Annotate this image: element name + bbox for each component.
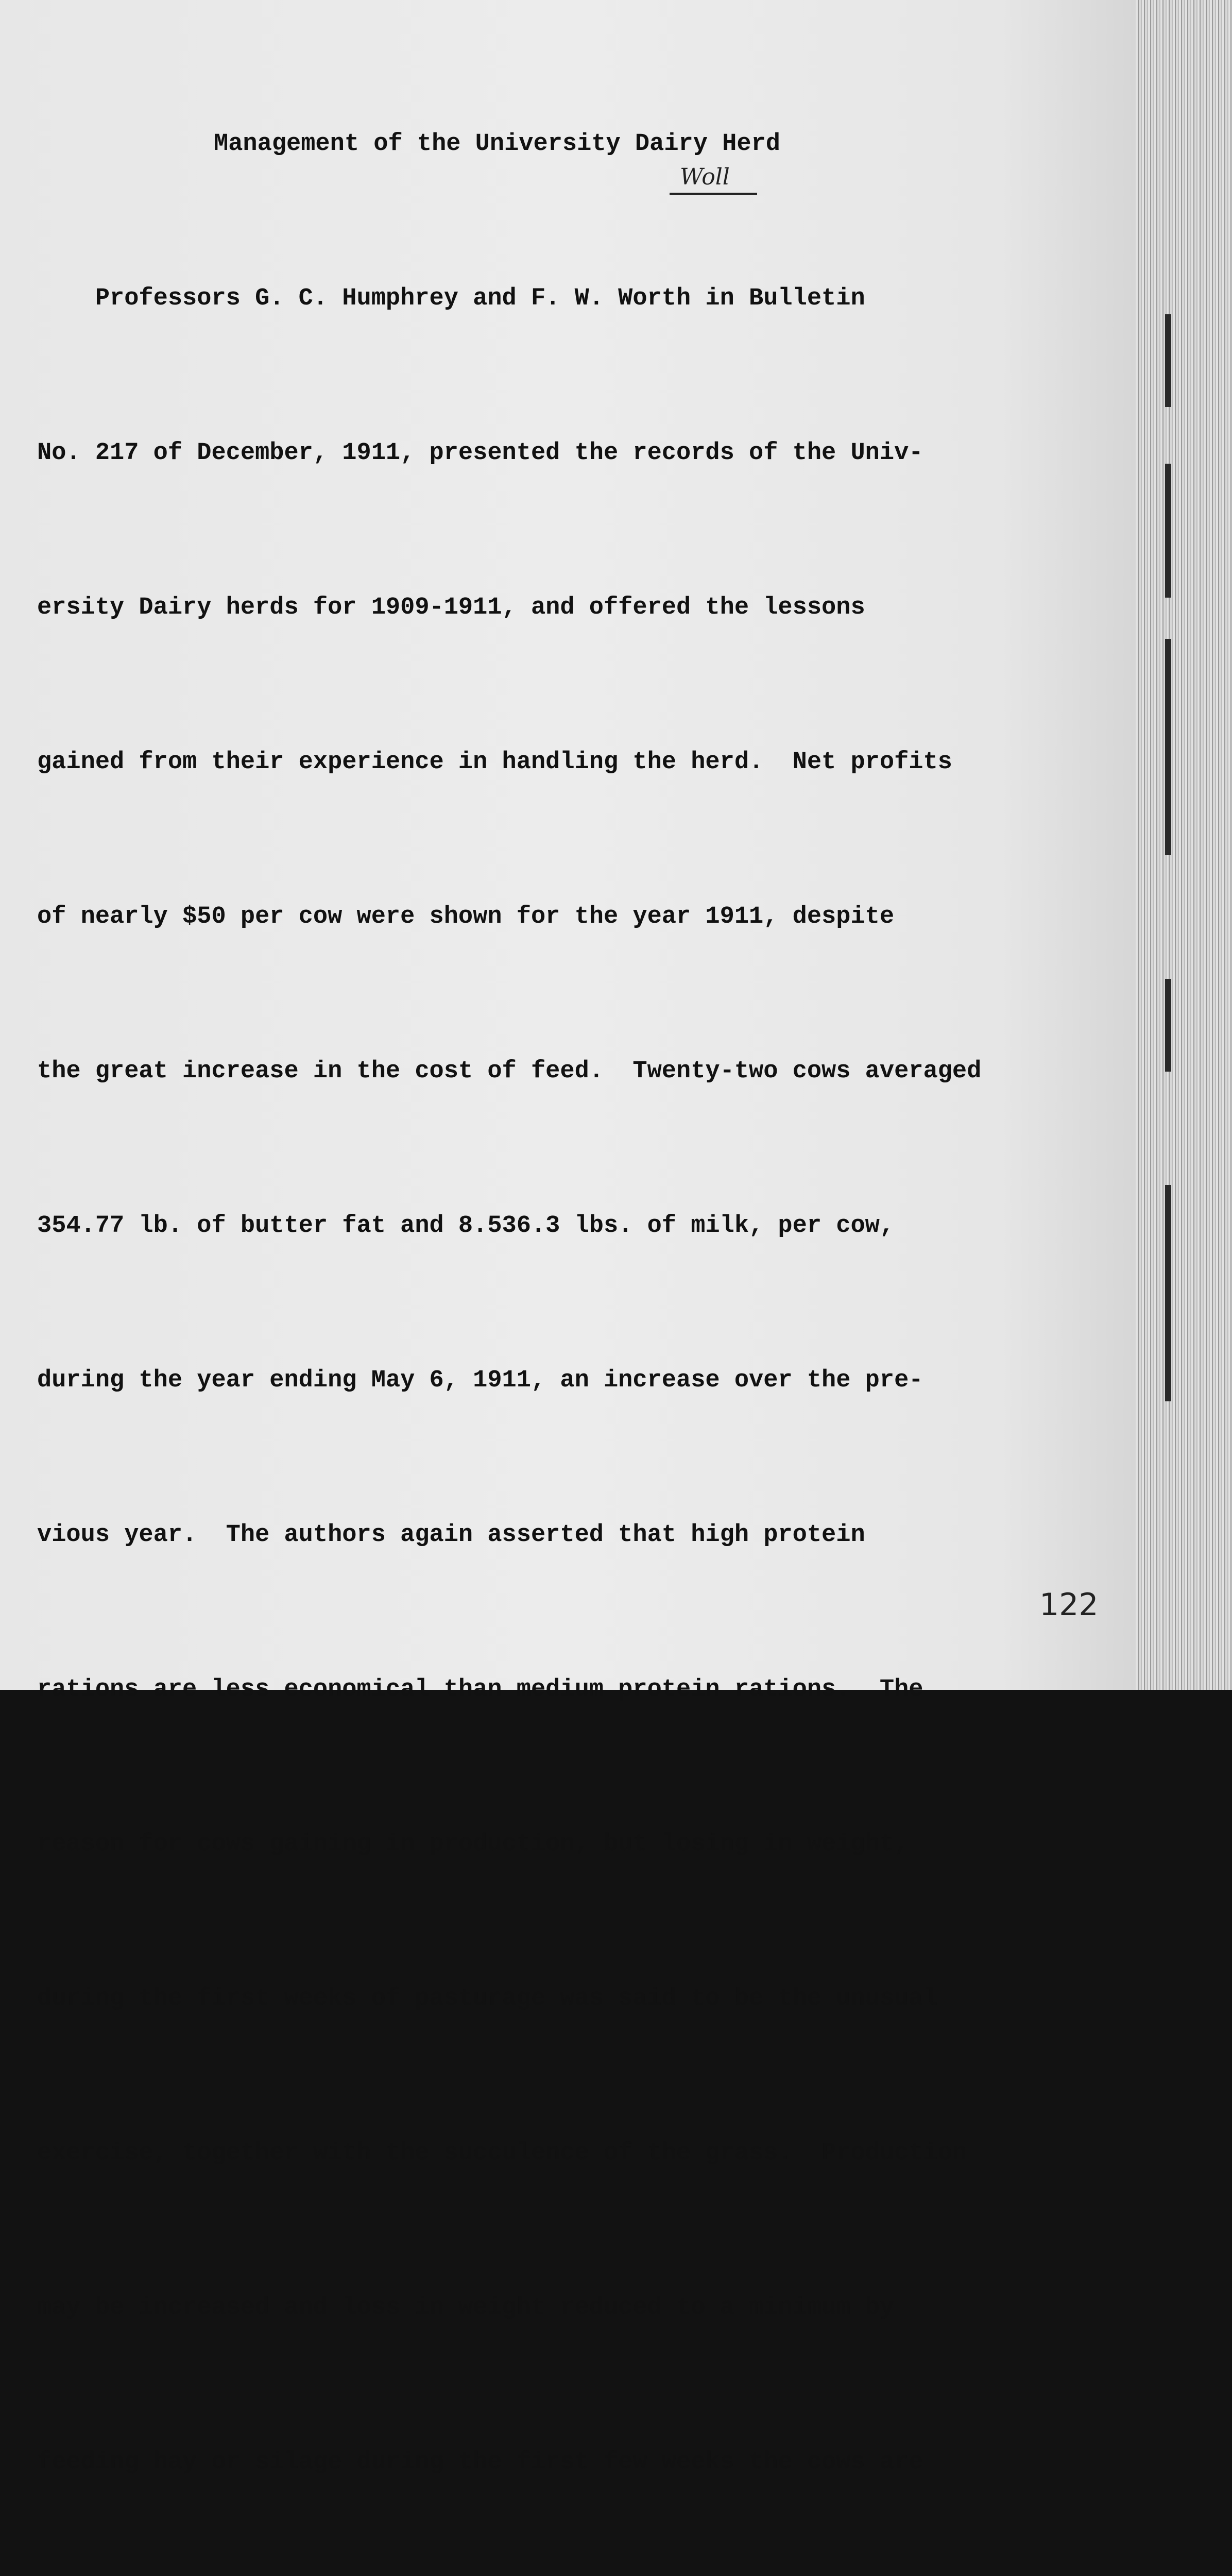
text-line: No. 217 of December, 1911, presented the records of the Univ- xyxy=(37,439,923,467)
text-line: during the year ending May 6, 1911, an increase over the pre- xyxy=(37,1367,923,1394)
book-page-edges xyxy=(1136,0,1232,1690)
text-line: may be increased and loss in weight reduced to a minimum by xyxy=(37,2294,895,2321)
edge-mark xyxy=(1165,979,1171,1072)
text-line: ersity Dairy herds for 1909-1911, and offered the lessons xyxy=(37,594,865,621)
text-line: of nearly $50 per cow were shown for the year 1911, despite xyxy=(37,903,895,930)
handwritten-correction: Woll xyxy=(680,164,730,190)
text-line: vious year. The authors again asserted that high protein xyxy=(37,1521,865,1549)
body-text xyxy=(37,170,1072,2576)
text-line: rations are less economical than medium protein rations. The xyxy=(37,1676,923,1703)
text-line: during the first weeks of pasturage was said to be the unusual xyxy=(37,1985,938,2012)
text-line: Professors G. C. Humphrey and F. W. Worth in Bulletin xyxy=(37,285,865,312)
text-line: 354.77 lb. of butter fat and 8.536.3 lbs. of milk, per cow, xyxy=(37,1212,895,1240)
edge-mark xyxy=(1165,1185,1171,1401)
text-line: exercise, together with the succulence of the grass. Production xyxy=(37,2140,967,2167)
edge-mark xyxy=(1165,464,1171,598)
text-line: the great increase in the cost of feed. Twenty-two cows averaged xyxy=(37,1058,982,1085)
edge-mark xyxy=(1165,639,1171,855)
edge-mark xyxy=(1165,314,1171,407)
page-number: 122 xyxy=(1039,1587,1099,1623)
text-line: gained from their experience in handling the herd. Net profits xyxy=(37,749,952,776)
document-title: Management of the University Dairy Herd xyxy=(214,130,780,158)
text-line: feeding hay or silage during the first few weeks the cows are xyxy=(37,2449,923,2476)
text-line: reason for cows gaining in production, but losing in weight, xyxy=(37,1831,909,1858)
